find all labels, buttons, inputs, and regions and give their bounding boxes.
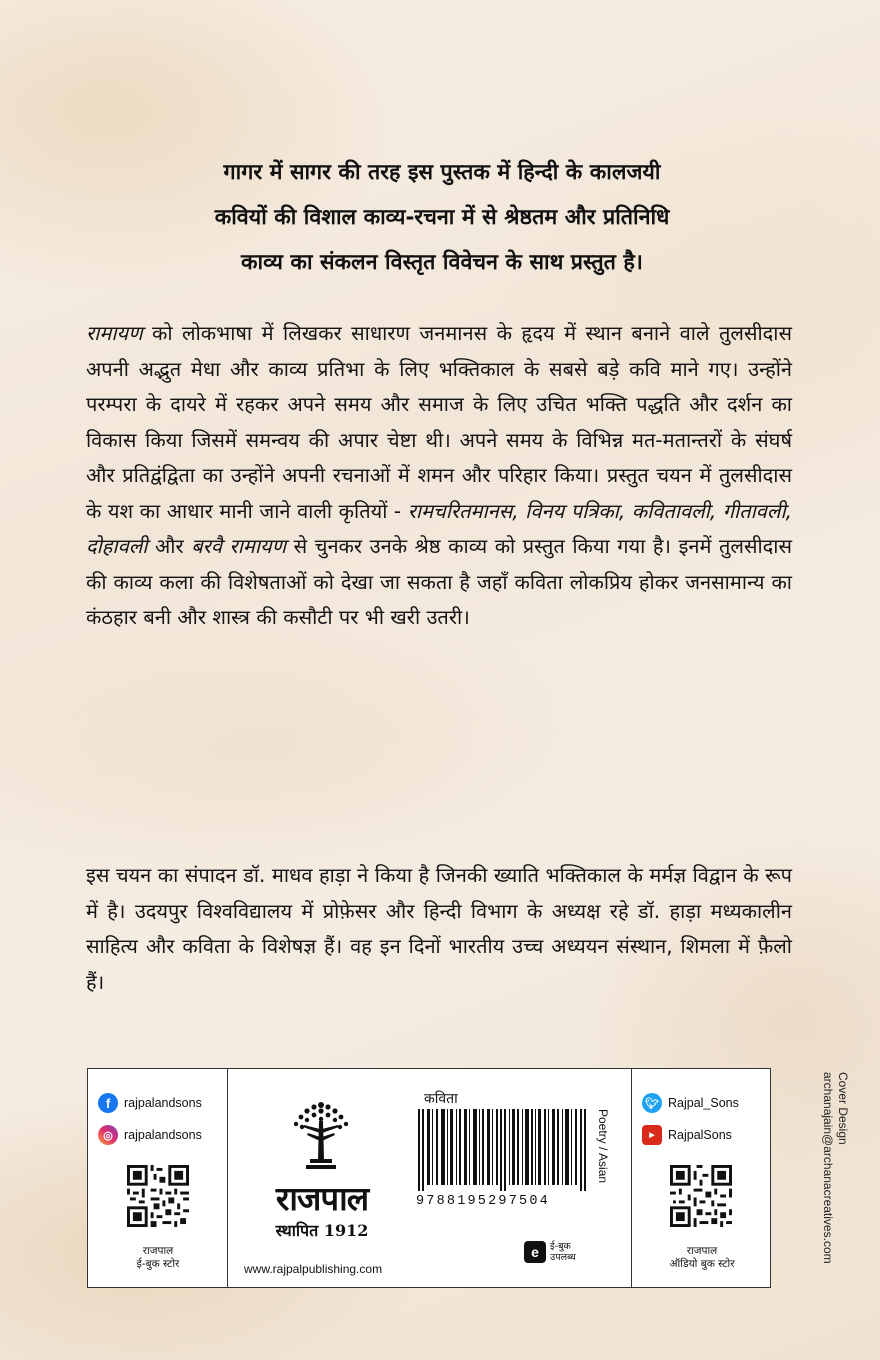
ebook-store-caption-line-1: राजपाल — [142, 1245, 174, 1257]
publisher-website[interactable]: www.rajpalpublishing.com — [244, 1262, 383, 1276]
book-category: Poetry / Asian — [596, 1109, 610, 1184]
isbn-number: 9788195297504 — [416, 1194, 550, 1209]
facebook-icon: f — [98, 1093, 118, 1113]
twitter-link[interactable] — [642, 1093, 739, 1113]
audiobook-caption-line-1: राजपाल — [686, 1245, 718, 1257]
right-social-column — [631, 1069, 772, 1287]
youtube-handle: RajpalSons — [668, 1128, 732, 1142]
cover-design-credit — [820, 1072, 850, 1264]
intro-line-3: काव्य का संकलन विस्तृत विवेचन के साथ प्रस्तुत है। — [241, 250, 643, 275]
audiobook-caption-line-2: ऑडियो बुक स्टोर — [669, 1258, 735, 1270]
left-social-column — [88, 1069, 228, 1287]
intro-blurb — [96, 150, 788, 285]
paragraph-text-1: को लोकभाषा में लिखकर साधारण जनमानस के हृदय में स्थान बनाने वाले तुलसीदास अपनी अद्भुत मेधा और काव्य प्रतिभा के लिए भक्तिकाल के सबसे बड़े कवि माने गए। उन्होंने परम्परा के दायरे में रहकर अपने समय और समाज के लिए उचित भक्ति पद्धति और दर्शन का विकास किया जिसमें समन्वय की अपार चेष्टा थी। अपने समय के विभिन्न मत-मतान्तरों के संघर्ष और प्रतिद्वंद्विता का उन्होंने अपनी रचनाओं में शमन और परिहार किया। प्रस्तुत चयन में तुलसीदास के यश का आधार मानी जाने वाली कृतियों - — [86, 321, 792, 523]
audiobook-store-qr-code[interactable] — [670, 1165, 732, 1227]
genre-label: कविता — [424, 1091, 458, 1107]
facebook-handle: rajpalandsons — [124, 1096, 202, 1110]
youtube-icon: ▶ — [642, 1125, 662, 1145]
ebook-store-caption-line-2: ई-बुक स्टोर — [136, 1258, 180, 1270]
isbn-barcode — [418, 1109, 588, 1191]
editor-paragraph: इस चयन का संपादन डॉ. माधव हाड़ा ने किया है जिनकी ख्याति भक्तिकाल के मर्मज्ञ विद्वान के रूप में है। उदयपुर विश्वविद्यालय में प्रोफ़ेसर और हिन्दी विभाग के अध्यक्ष रहे डॉ. हाड़ा मध्यकालीन साहित्य और कविता के विशेषज्ञ हैं। वह इन दिनों भारतीय उच्च अध्ययन संस्थान, शिमला में फ़ैलो हैं। — [86, 863, 792, 994]
publisher-column — [228, 1069, 631, 1287]
work-title-ramayan: रामायण — [86, 321, 143, 345]
ebook-text-line-1: ई-बुक — [550, 1241, 571, 1252]
instagram-link[interactable] — [98, 1125, 202, 1145]
paragraph-text-3: से चुनकर उनके श्रेष्ठ काव्य को प्रस्तुत किया गया है। इनमें तुलसीदास की काव्य कला की विशेषताओं को देखा जा सकता है जहाँ कविता लोकप्रिय होकर जनसामान्य का कंठहार बनी और शास्त्र की कसौटी पर भी खरी उतरी। — [86, 534, 793, 629]
ebook-available-text — [550, 1241, 576, 1263]
twitter-handle: Rajpal_Sons — [668, 1096, 739, 1110]
instagram-icon: ◎ — [98, 1125, 118, 1145]
youtube-link[interactable] — [642, 1125, 732, 1145]
facebook-link[interactable] — [98, 1093, 202, 1113]
established-year: स्थापित 1912 — [275, 1221, 369, 1240]
intro-line-2: कवियों की विशाल काव्य-रचना में से श्रेष्ठतम और प्रतिनिधि — [214, 205, 670, 230]
ebook-icon: e — [524, 1241, 546, 1263]
tree-logo-icon — [290, 1099, 352, 1171]
cover-design-label: Cover Design — [836, 1072, 850, 1145]
twitter-icon: 🐦︎ — [642, 1093, 662, 1113]
audiobook-store-caption — [632, 1245, 772, 1271]
intro-line-1: गागर में सागर की तरह इस पुस्तक में हिन्दी के कालजयी — [223, 160, 661, 185]
designer-email: archanajain@archanacreatives.com — [821, 1072, 835, 1264]
ebook-store-caption — [88, 1245, 228, 1271]
work-title-barvai-ramayan: बरवै रामायण — [191, 534, 287, 558]
ebook-store-qr-code[interactable] — [127, 1165, 189, 1227]
description-paragraph — [86, 316, 792, 636]
ebook-text-line-2: उपलब्ध — [550, 1252, 576, 1263]
instagram-handle: rajpalandsons — [124, 1128, 202, 1142]
paragraph-text-2: और — [147, 534, 192, 558]
publisher-info-band — [87, 1068, 771, 1288]
work-titles-list: रामचरितमानस, विनय पत्रिका, कवितावली, गीतावली, दोहावली — [86, 498, 793, 558]
publisher-name: राजपाल — [275, 1179, 369, 1218]
